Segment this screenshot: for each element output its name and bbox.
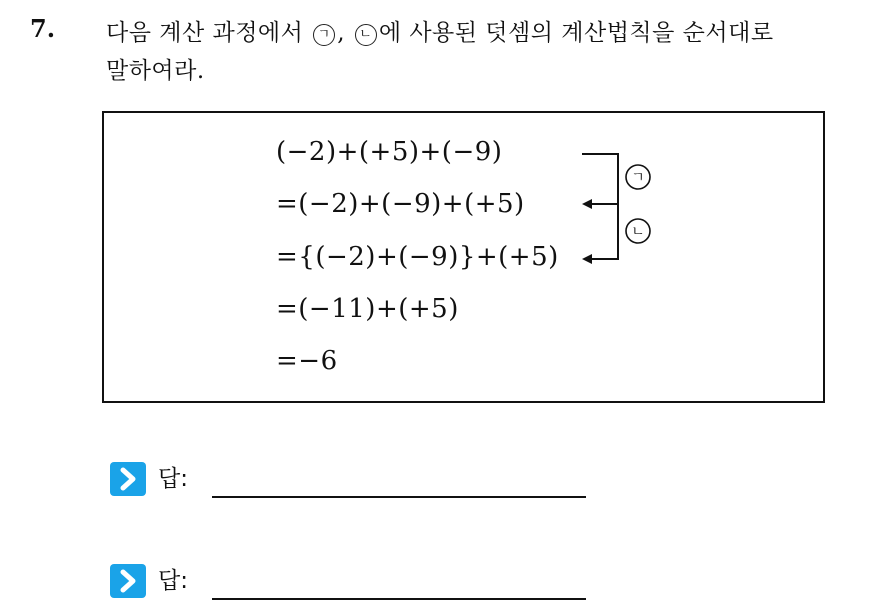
step-brackets [104,113,827,405]
calculation-box [102,111,825,403]
answer-label: 답: [158,568,188,594]
bracket-b [582,204,618,264]
chevron-right-icon [110,462,146,496]
question-line-2: 말하여라. [106,58,205,84]
bracket-label-b-text: ㄴ [631,224,645,240]
question-number: 7. [30,14,56,43]
question-separator: , [337,20,345,46]
question-text-part-2: 에 사용된 덧셈의 계산법칙을 순서대로 [378,20,774,46]
calc-line-5: =−6 [276,346,338,376]
bracket-label-a-text: ㄱ [631,170,645,186]
answer-label: 답: [158,466,188,492]
answer-row-2 [110,562,590,598]
bracket-a [582,154,618,209]
bracket-label-b [626,219,650,243]
bracket-label-a [626,165,650,189]
calc-line-3: ={(−2)+(−9)}+(+5) [276,242,559,272]
calc-line-1: (−2)+(+5)+(−9) [276,137,503,167]
question-text-part-1: 다음 계산 과정에서 [106,20,304,46]
question-text [106,14,876,90]
answer-input-line[interactable] [212,496,586,498]
calc-line-4: =(−11)+(+5) [276,294,459,324]
answer-row-1 [110,460,590,496]
question-line-1 [106,14,876,52]
calc-line-2: =(−2)+(−9)+(+5) [276,189,525,219]
circle-label-b: ㄴ [355,24,377,46]
chevron-right-icon [110,564,146,598]
bracket-a-arrowhead [582,199,592,209]
bracket-b-arrowhead [582,254,592,264]
circle-label-a: ㄱ [313,24,335,46]
answer-input-line[interactable] [212,598,586,600]
